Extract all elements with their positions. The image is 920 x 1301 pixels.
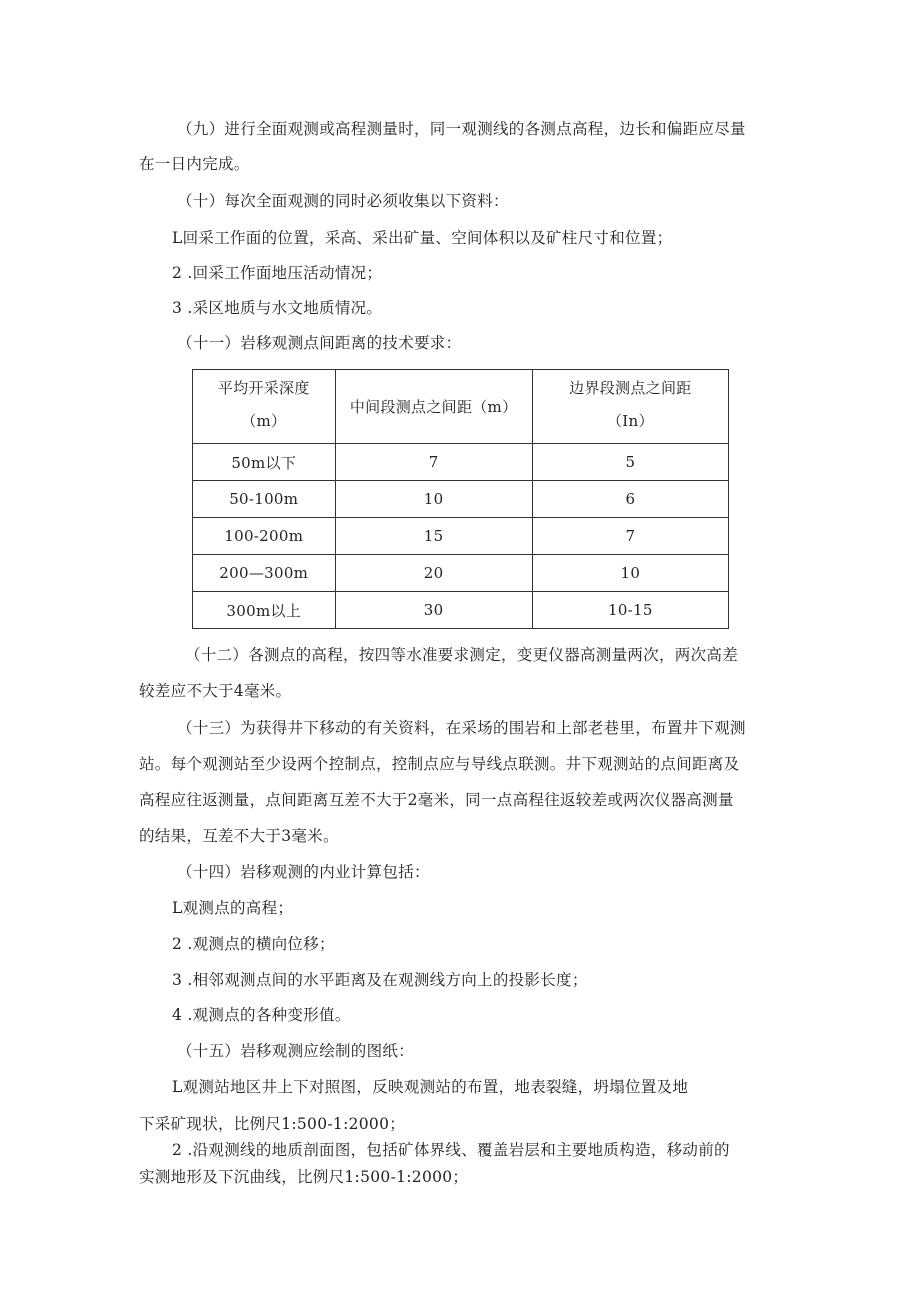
cell-middle-spacing: 15 — [335, 518, 532, 555]
paragraph-15-item-1-line-2: 下采矿现状，比例尺1:500-1:2000； — [139, 1115, 406, 1133]
cell-depth: 300m以上 — [193, 592, 336, 629]
cell-depth: 50m以下 — [193, 444, 336, 481]
cell-middle-spacing: 7 — [335, 444, 532, 481]
table-row — [193, 555, 729, 592]
paragraph-10-item-2: 2 .回采工作面地压活动情况； — [172, 264, 383, 282]
table-row — [193, 518, 729, 555]
paragraph-14-item-2: 2 .观测点的横向位移； — [172, 935, 335, 953]
header-average-depth-line-1: 平均开采深度 — [217, 378, 310, 397]
header-average-depth — [193, 370, 336, 444]
paragraph-9-line-2: 在一日内完成。 — [139, 155, 250, 173]
paragraph-15: （十五）岩移观测应绘制的图纸： — [177, 1042, 415, 1060]
cell-depth: 100-200m — [193, 518, 336, 555]
cell-boundary-spacing: 10 — [532, 555, 728, 592]
cell-depth: 200—300m — [193, 555, 336, 592]
paragraph-14-item-1: L观测点的高程； — [172, 899, 294, 917]
table-row — [193, 444, 729, 481]
paragraph-10-item-3: 3 .采区地质与水文地质情况。 — [172, 299, 383, 317]
paragraph-13-line-3: 高程应往返测量，点间距离互差不大于2毫米，同一点高程往返较差或两次仪器高测量 — [139, 791, 734, 809]
paragraph-10: （十）每次全面观测的同时必须收集以下资料： — [177, 192, 509, 210]
paragraph-15-item-2-line-1: 2 .沿观测线的地质剖面图，包括矿体界线、覆盖岩层和主要地质构造，移动前的 — [172, 1141, 730, 1159]
cell-middle-spacing: 20 — [335, 555, 532, 592]
paragraph-15-item-1-line-1: L观测站地区井上下对照图，反映观测站的布置，地表裂缝，坍塌位置及地 — [172, 1078, 689, 1096]
table-row — [193, 481, 729, 518]
header-middle-spacing — [335, 370, 532, 444]
paragraph-14: （十四）岩移观测的内业计算包括： — [177, 863, 430, 881]
table-row — [193, 592, 729, 629]
header-middle-spacing-label: 中间段测点之间距（m） — [349, 398, 518, 416]
cell-middle-spacing: 30 — [335, 592, 532, 629]
header-boundary-spacing-unit: （In） — [606, 411, 654, 430]
paragraph-11: （十一）岩移观测点间距离的技术要求： — [177, 334, 462, 352]
paragraph-14-item-3: 3 .相邻观测点间的水平距离及在观测线方向上的投影长度； — [172, 971, 588, 989]
table-header-row — [193, 370, 729, 444]
paragraph-12-line-2: 较差应不大于4毫米。 — [139, 682, 292, 700]
paragraph-12-line-1: （十二）各测点的高程，按四等水准要求测定，变更仪器高测量两次，两次高差 — [185, 646, 739, 664]
paragraph-14-item-4: 4 .观测点的各种变形值。 — [172, 1006, 351, 1024]
paragraph-9-line-1: （九）进行全面观测或高程测量时，同一观测线的各测点高程，边长和偏距应尽量 — [177, 120, 746, 138]
cell-middle-spacing: 10 — [335, 481, 532, 518]
paragraph-10-item-1: L回采工作面的位置，采高、采出矿量、空间体积以及矿柱尺寸和位置； — [172, 229, 673, 247]
paragraph-13-line-4: 的结果，互差不大于3毫米。 — [139, 827, 339, 845]
header-boundary-spacing-line-1: 边界段测点之间距 — [569, 378, 692, 397]
paragraph-13-line-1: （十三）为获得井下移动的有关资料，在采场的围岩和上部老巷里，布置井下观测 — [177, 719, 746, 737]
paragraph-13-line-2: 站。每个观测站至少设两个控制点，控制点应与导线点联测。井下观测站的点间距离及 — [139, 755, 740, 773]
cell-boundary-spacing: 7 — [532, 518, 728, 555]
cell-boundary-spacing: 10-15 — [532, 592, 728, 629]
paragraph-15-item-2-line-2: 实测地形及下沉曲线，比例尺1:500-1:2000； — [139, 1168, 469, 1186]
cell-boundary-spacing: 5 — [532, 444, 728, 481]
cell-depth: 50-100m — [193, 481, 336, 518]
header-average-depth-unit: （m） — [241, 411, 287, 430]
spacing-requirements-table — [192, 369, 729, 629]
cell-boundary-spacing: 6 — [532, 481, 728, 518]
header-boundary-spacing — [532, 370, 728, 444]
